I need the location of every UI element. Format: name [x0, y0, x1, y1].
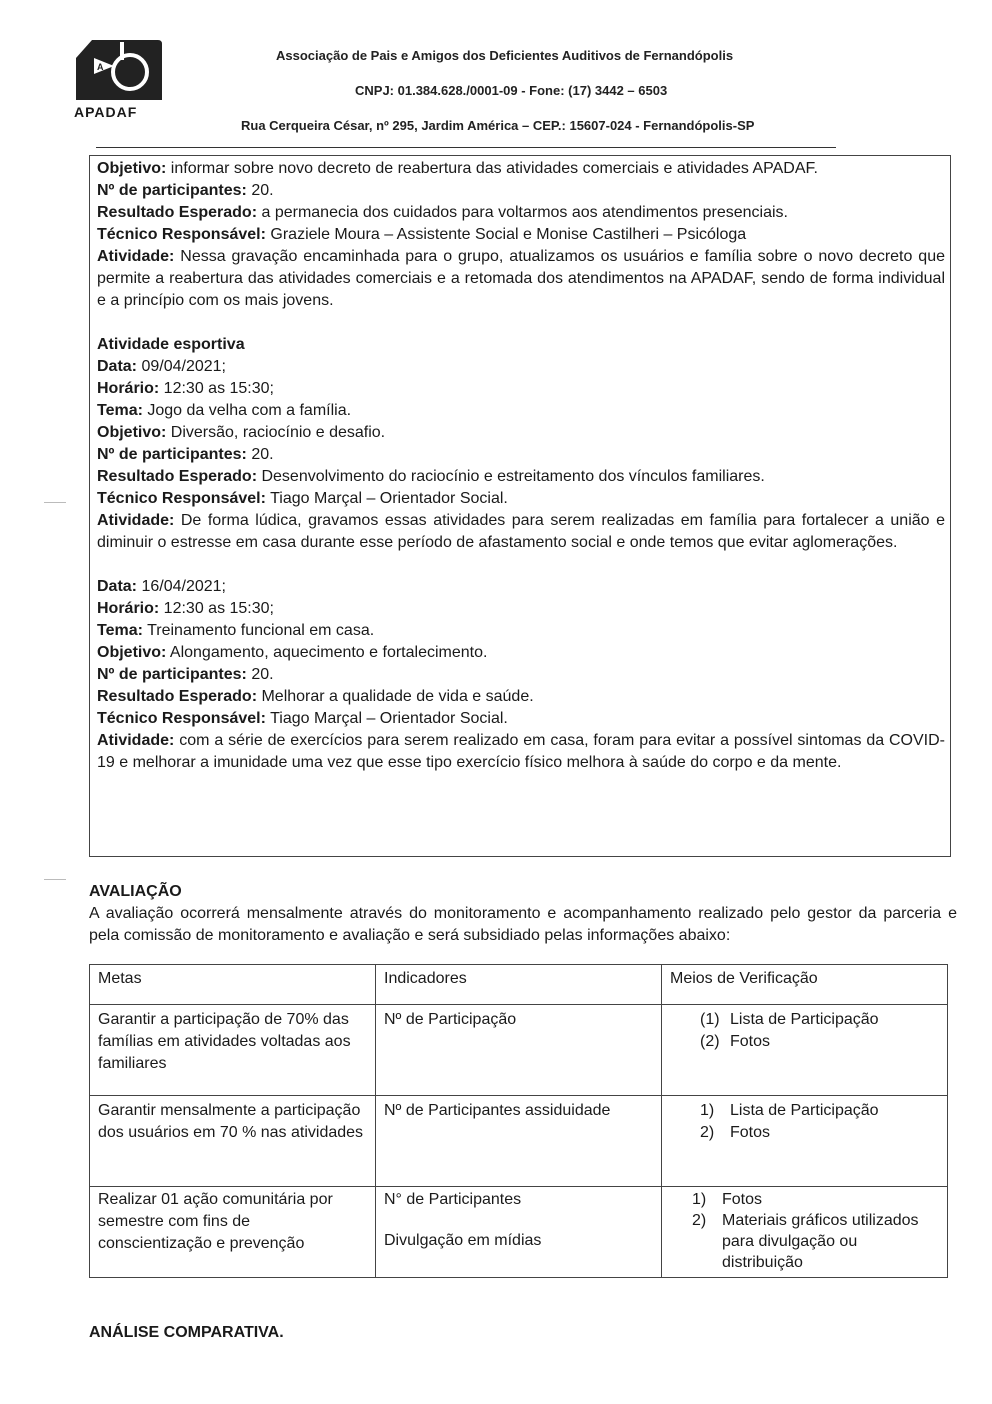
indicador-line: Divulgação em mídias: [384, 1232, 542, 1249]
b2-tecnico: Técnico Responsável: Tiago Marçal – Orientador Social.: [97, 490, 508, 507]
indicador-cell: [376, 1187, 662, 1278]
org-address: Rua Cerqueira César, nº 295, Jardim América – CEP.: 15607-024 - Fernandópolis-SP: [241, 118, 755, 133]
meta-cell: Garantir mensalmente a participação dos usuários em 70 % nas atividades: [90, 1096, 376, 1187]
activities-content: [97, 158, 945, 774]
b1-resultado: Resultado Esperado: a permanecia dos cuidados para voltarmos aos atendimentos presenciais.: [97, 204, 788, 221]
list-item: 1) Fotos: [692, 1191, 763, 1208]
header-meios: Meios de Verificação: [662, 965, 948, 1005]
scan-mark: [44, 879, 66, 880]
meios-cell: [662, 1187, 948, 1278]
evaluation-table: [89, 964, 948, 1278]
org-cnpj-phone: CNPJ: 01.384.628./0001-09 - Fone: (17) 3442 – 6503: [355, 83, 668, 98]
b3-resultado: Resultado Esperado: Melhorar a qualidade de vida e saúde.: [97, 688, 534, 705]
list-item: (1) Lista de Participação: [700, 1011, 879, 1028]
indicador-cell: Nº de Participação: [376, 1005, 662, 1096]
b2-heading: Atividade esportiva: [97, 336, 245, 353]
meta-cell: Realizar 01 ação comunitária por semestre com fins de conscientização e prevenção: [90, 1187, 376, 1278]
table-header-row: [90, 965, 948, 1005]
table-row: [90, 1187, 948, 1278]
scan-mark: [44, 502, 66, 503]
list-item: 2) Materiais gráficos utilizados para divulgação ou distribuição: [692, 1212, 919, 1271]
avaliacao-title: AVALIAÇÃO: [89, 883, 182, 900]
meios-cell: [662, 1096, 948, 1187]
svg-text:A: A: [97, 62, 104, 72]
b3-horario: Horário: 12:30 as 15:30;: [97, 600, 274, 617]
b3-objetivo: Objetivo: Alongamento, aquecimento e fortalecimento.: [97, 644, 488, 661]
b2-atividade: Atividade: De forma lúdica, gravamos essas atividades para serem realizadas em família para fortalecer a união e diminuir o estresse em casa durante esse período de afastamento social e onde temos que evitar aglomerações.: [97, 512, 945, 551]
b3-tecnico: Técnico Responsável: Tiago Marçal – Orientador Social.: [97, 710, 508, 727]
b2-tema: Tema: Jogo da velha com a família.: [97, 402, 352, 419]
list-item: 1) Lista de Participação: [700, 1102, 879, 1119]
header-divider: [96, 147, 836, 148]
org-name: Associação de Pais e Amigos dos Deficientes Auditivos de Fernandópolis: [276, 48, 734, 63]
b3-tema: Tema: Treinamento funcional em casa.: [97, 622, 375, 639]
header-metas: Metas: [90, 965, 376, 1005]
b3-data: Data: 16/04/2021;: [97, 578, 226, 595]
b2-resultado: Resultado Esperado: Desenvolvimento do raciocínio e estreitamento dos vínculos familiares.: [97, 468, 765, 485]
meta-cell: Garantir a participação de 70% das famílias em atividades voltadas aos familiares: [90, 1005, 376, 1096]
b2-data: Data: 09/04/2021;: [97, 358, 226, 375]
b1-tecnico: Técnico Responsável: Graziele Moura – Assistente Social e Monise Castilheri – Psicóloga: [97, 226, 747, 243]
list-item: 2) Fotos: [700, 1124, 771, 1141]
meios-cell: [662, 1005, 948, 1096]
b2-horario: Horário: 12:30 as 15:30;: [97, 380, 274, 397]
b2-objetivo: Objetivo: Diversão, raciocínio e desafio.: [97, 424, 386, 441]
list-item: (2) Fotos: [700, 1033, 771, 1050]
avaliacao-intro: A avaliação ocorrerá mensalmente através do monitoramento e acompanhamento realizado pelo gestor da parceria e pela comissão de monitoramento e avaliação e será subsidiado pelas informações abaixo:: [89, 905, 957, 944]
b3-participantes: Nº de participantes: 20.: [97, 666, 274, 683]
b2-participantes: Nº de participantes: 20.: [97, 446, 274, 463]
b1-objetivo: Objetivo: informar sobre novo decreto de reabertura das atividades comerciais e atividades APADAF.: [97, 160, 818, 177]
header-indicadores: Indicadores: [376, 965, 662, 1005]
indicador-cell: Nº de Participantes assiduidade: [376, 1096, 662, 1187]
indicador-line: N° de Participantes: [384, 1191, 522, 1208]
table-row: [90, 1096, 948, 1187]
b3-atividade: Atividade: com a série de exercícios para serem realizado em casa, foram para evitar a possível sintomas da COVID-19 e melhorar a imunidade uma vez que esse tipo exercício físico melhora à saúde do corpo e da mente.: [97, 732, 945, 771]
analise-title: ANÁLISE COMPARATIVA.: [89, 1324, 284, 1341]
b1-atividade: Atividade: Nessa gravação encaminhada para o grupo, atualizamos os usuários e família sobre o novo decreto que permite a reabertura das atividades comerciais e a retomada dos atendimentos na APADAF, sendo de forma individual e a princípio com os mais jovens.: [97, 248, 945, 309]
b1-participantes: Nº de participantes: 20.: [97, 182, 274, 199]
table-row: [90, 1005, 948, 1096]
logo-label: APADAF: [74, 104, 138, 120]
